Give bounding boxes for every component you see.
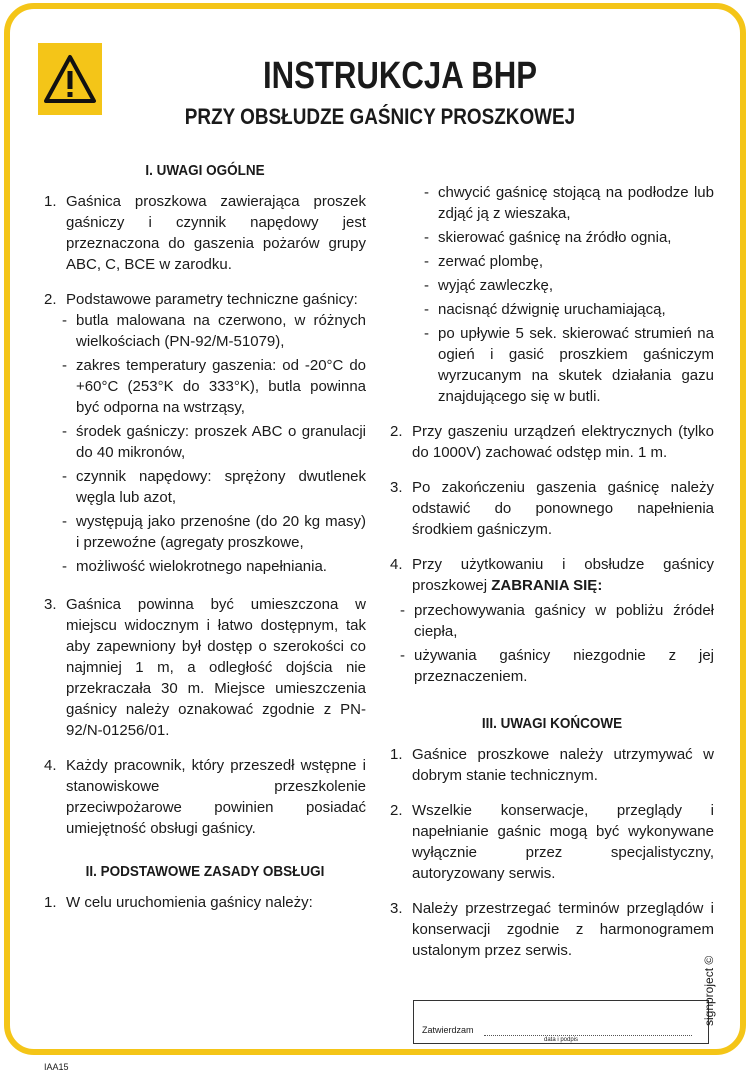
sub-list-item: - używania gaśnicy niezgodnie z jej przeznaczeniem. bbox=[400, 647, 714, 685]
dash-bullet: - bbox=[400, 647, 405, 664]
page-title: INSTRUKCJA BHP bbox=[262, 55, 538, 97]
section-heading: II. PODSTAWOWE ZASADY OBSŁUGI bbox=[85, 863, 325, 880]
dash-bullet: - bbox=[62, 423, 67, 440]
section-heading: I. UWAGI OGÓLNE bbox=[145, 162, 265, 179]
dash-bullet: - bbox=[62, 558, 67, 575]
sub-list-item: - butla malowana na czerwono, w różnych wielkościach (PN-92/M-51079), bbox=[62, 312, 366, 350]
dash-bullet: - bbox=[424, 253, 429, 270]
list-item: 4. Przy użytkowaniu i obsłudze gaśnicy proszkowej ZABRANIA SIĘ: bbox=[390, 556, 714, 594]
sub-list-item: - możliwość wielokrotnego napełniania. bbox=[62, 558, 327, 575]
left-column bbox=[44, 160, 366, 927]
dash-bullet: - bbox=[424, 301, 429, 318]
sub-list-item: - nacisnąć dźwignię uruchamiającą, bbox=[424, 301, 666, 318]
dash-bullet: - bbox=[424, 277, 429, 294]
warning-triangle-icon bbox=[38, 43, 102, 115]
sub-list-item: - występują jako przenośne (do 20 kg masy) i przewoźne (agregaty proszkowe, bbox=[62, 513, 366, 551]
sub-list-item: - po upływie 5 sek. skierować strumień na ogień i gasić proszkiem gaśniczym wyrzucanym na skutek działania gazu znajdującego się w butli. bbox=[424, 325, 714, 405]
signature-label: Zatwierdzam bbox=[422, 1025, 474, 1035]
signature-line bbox=[484, 1035, 692, 1036]
dash-bullet: - bbox=[62, 513, 67, 530]
warning-badge bbox=[38, 43, 102, 115]
list-item: 2. Przy gaszeniu urządzeń elektrycznych (tylko do 1000V) zachować odstęp min. 1 m. bbox=[390, 423, 714, 461]
sub-list-item: - środek gaśniczy: proszek ABC o granulacji do 40 mikronów, bbox=[62, 423, 366, 461]
signature-sublabel: data i podpis bbox=[543, 1037, 579, 1043]
dash-bullet: - bbox=[62, 357, 67, 374]
sub-list-item: - wyjąć zawleczkę, bbox=[424, 277, 554, 294]
list-item: 4. Każdy pracownik, który przeszedł wstępne i stanowiskowe przeszkolenie przeciwpożarowe powinien posiadać umiejętność obsługi gaśnicy. bbox=[44, 757, 366, 837]
section-heading: III. UWAGI KOŃCOWE bbox=[481, 715, 623, 732]
sub-list-item: - czynnik napędowy: sprężony dwutlenek węgla lub azot, bbox=[62, 468, 366, 506]
sub-list-item: - skierować gaśnicę na źródło ognia, bbox=[424, 229, 672, 246]
dash-bullet: - bbox=[424, 325, 429, 342]
dash-bullet: - bbox=[400, 602, 405, 619]
dash-bullet: - bbox=[62, 468, 67, 485]
list-item: 3. Gaśnica powinna być umieszczona w miejscu widocznym i łatwo dostępnym, tak aby zapewniony był dostęp o szerokości co najmniej 1 m, a odległość dojścia nie przekraczała 30 m. Miejsce umieszczenia gaśnicy należy oznakować zgodnie z PN-92/N-01256/01. bbox=[44, 596, 366, 739]
right-column bbox=[390, 184, 714, 975]
list-item: 1. Gaśnice proszkowe należy utrzymywać w dobrym stanie technicznym. bbox=[390, 746, 714, 784]
list-item: 2. Wszelkie konserwacje, przeglądy i napełnianie gaśnic mogą być wykonywane wyłącznie przez specjalistyczny, autoryzowany serwis. bbox=[390, 802, 714, 882]
sub-list-item: - chwycić gaśnicę stojącą na podłodze lub zdjąć ją z wieszaka, bbox=[424, 184, 714, 222]
sub-list-item: - zakres temperatury gaszenia: od -20°C do +60°C (253°K do 333°K), butla powinna być odporna na wstrząsy, bbox=[62, 357, 366, 416]
sub-list-item: - przechowywania gaśnicy w pobliżu źródeł ciepła, bbox=[400, 602, 714, 640]
dash-bullet: - bbox=[424, 184, 429, 201]
list-item: 3. Po zakończeniu gaszenia gaśnicę należy odstawić do ponownego napełnienia środkiem gaśniczym. bbox=[390, 479, 714, 538]
signature-box bbox=[413, 1000, 709, 1044]
dash-bullet: - bbox=[62, 312, 67, 329]
dash-bullet: - bbox=[424, 229, 429, 246]
product-code: IAA15 bbox=[44, 1062, 69, 1072]
sub-list-item: - zerwać plombę, bbox=[424, 253, 544, 270]
page-subtitle: PRZY OBSŁUDZE GAŚNICY PROSZKOWEJ bbox=[184, 104, 576, 129]
list-item: 1. W celu uruchomienia gaśnicy należy: bbox=[44, 894, 313, 911]
list-item: 3. Należy przestrzegać terminów przeglądów i konserwacji zgodnie z harmonogramem ustalonym przez serwis. bbox=[390, 900, 714, 959]
brand-mark: signproject © bbox=[702, 955, 716, 1026]
list-item: 2. Podstawowe parametry techniczne gaśnicy: - butla malowana na czerwono, w różnych wielkościach (PN-92/M-51079), - zakres temperatury gaszenia: od -20°C do +60°C (253°K do 333°K), butla powinna być odporna na wstrząsy, - środek gaśniczy: proszek ABC o granulacji do 40 mikronów, - czynnik napędowy: sprężony dwutlenek węgla lub azot, - występują jako przenośne (do 20 kg masy) i przewoźne (agregaty proszkowe, - możliwość wielokrotnego napełniania. bbox=[44, 291, 366, 575]
list-item: 1. Gaśnica proszkowa zawierająca proszek gaśniczy i czynnik napędowy jest przeznaczona do gaszenia pożarów grupy ABC, C, BCE w zarodku. bbox=[44, 193, 366, 273]
